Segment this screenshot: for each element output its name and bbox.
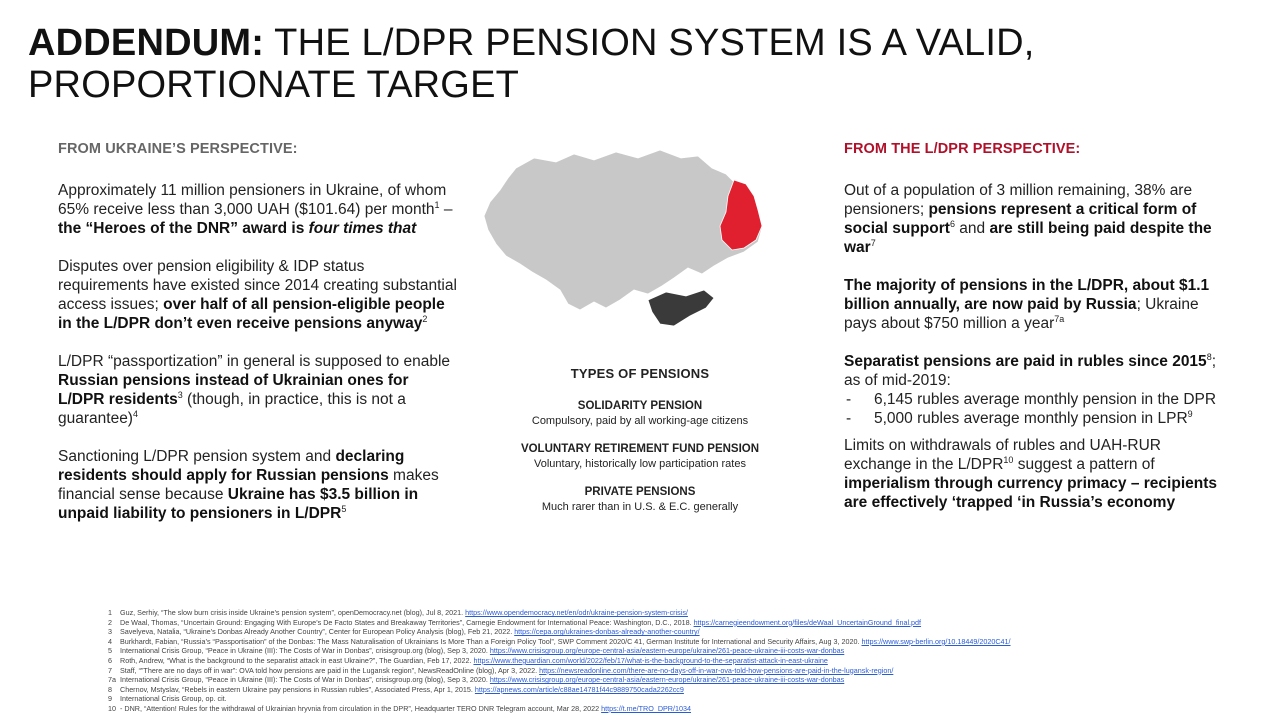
left-paragraph-3: [58, 352, 458, 428]
footnote-text: Chernov, Mstyslav, “Rebels in eastern Ukraine pay pensions in Russian rubles”, Associated Press, Apr 1, 2015.: [120, 684, 475, 694]
pension-types-title: TYPES OF PENSIONS: [570, 366, 710, 381]
footnotes: [108, 608, 1208, 714]
text: and: [954, 220, 990, 237]
title-rest: THE L/DPR PENSION SYSTEM IS A VALID, PROPORTIONATE TARGET: [28, 22, 1035, 106]
footnote-number: 7a: [108, 675, 116, 685]
emphasis: Russian pensions instead of Ukrainian ones for L/DPR residents: [58, 372, 409, 408]
text: (though, in practice, this is not a guarantee): [58, 391, 406, 427]
emphasis: are still being paid despite the war: [844, 220, 1212, 256]
pension-type: [480, 442, 800, 472]
text: –: [439, 201, 453, 218]
pension-types-panel: [480, 366, 800, 528]
text: ; Ukraine pays about $750 million a year: [844, 296, 1199, 332]
footnote-ref: 6: [949, 218, 955, 229]
text: suggest a pattern of: [1013, 456, 1155, 473]
footnote: [108, 608, 1208, 618]
emphasis: pensions represent a critical form of social support: [844, 201, 1197, 237]
emphasis: Separatist pensions are paid in rubles since 2015: [844, 353, 1207, 370]
crimea-territory: [648, 290, 714, 326]
title-bold: ADDENDUM:: [28, 22, 265, 64]
footnote-number: 8: [108, 684, 112, 694]
footnote: [108, 646, 1208, 656]
footnote-text: Burkhardt, Fabian, “Russia’s “Passportisation” of the Donbas: The Mass Naturalisation of Ukrainians Is More Than a Foreign Policy Tool”, SWP Comment 2020/C 41, German Institute for International and Security Affairs, Aug 3, 2020.: [120, 636, 862, 646]
text: makes financial sense because: [58, 467, 439, 503]
footnote: [108, 618, 1208, 628]
footnote-number: 7: [108, 665, 112, 675]
footnote-number: 1: [108, 608, 112, 617]
text: ; as of mid-2019:: [844, 353, 1217, 389]
footnote-text: International Crisis Group, “Peace in Ukraine (III): The Costs of War in Donbas”, crisisgroup.org (blog), Sep 3, 2020.: [120, 675, 490, 685]
footnote: [108, 666, 1208, 676]
footnote-link[interactable]: https://t.me/TRO_DPR/1034: [601, 703, 691, 713]
footnote-link[interactable]: https://newsreadonline.com/there-are-no-days-off-in-war-ova-told-how-pensions-are-paid-in-the-lugansk-region/: [539, 665, 894, 675]
footnote-number: 2: [108, 617, 112, 627]
footnote-link[interactable]: https://www.opendemocracy.net/en/odr/ukraine-pension-system-crisis/: [465, 608, 688, 617]
footnote: [108, 704, 1208, 714]
footnote-text: Staff, “”There are no days off in war”: OVA told how pensions are paid in the Lugansk region”, NewsReadOnline (blog), Apr 3, 2022.: [120, 665, 540, 675]
pension-type-name: SOLIDARITY PENSION: [577, 400, 703, 412]
pension-type: [480, 485, 800, 515]
footnote-ref: 7: [870, 237, 876, 248]
text: Sanctioning L/DPR pension system and: [58, 448, 336, 465]
ukraine-perspective-heading: FROM UKRAINE’S PERSPECTIVE:: [58, 141, 298, 157]
emphasis: over half of all pension-eligible people in the L/DPR don’t even receive pensions anyway: [58, 296, 445, 332]
emphasis: declaring residents should apply for Russian pensions: [58, 448, 405, 484]
footnote-number: 10: [108, 703, 116, 713]
emphasis: the “Heroes of the DNR” award is: [58, 220, 309, 237]
ukraine-map: [476, 140, 776, 340]
footnote: [108, 685, 1208, 695]
footnote-text: Roth, Andrew, “What is the background to the separatist attack in east Ukraine?”, The Guardian, Feb 17, 2022.: [120, 655, 474, 665]
footnote-link[interactable]: https://www.swp-berlin.org/10.18449/2020C41/: [861, 636, 1011, 646]
pension-type-desc: Voluntary, historically low participation rates: [534, 458, 746, 470]
pension-type-name: VOLUNTARY RETIREMENT FUND PENSION: [520, 443, 760, 455]
pension-type: [480, 399, 800, 429]
footnote-text: International Crisis Group, “Peace in Ukraine (III): The Costs of War in Donbas”, crisisgroup.org (blog), Sep 3, 2020.: [120, 646, 490, 656]
footnote-text: - DNR, “Attention! Rules for the withdrawal of Ukrainian hryvnia from circulation in the DPR”, Headquarter TERO DNR Telegram account, Mar 28, 2022: [120, 703, 602, 713]
footnote-ref: 8: [1206, 351, 1212, 362]
left-paragraph-2: [58, 257, 458, 333]
right-paragraph-1: [844, 181, 1228, 257]
footnote: [108, 675, 1208, 685]
left-paragraph-1: [58, 181, 458, 238]
footnote-number: 9: [108, 694, 112, 704]
footnote: [108, 656, 1208, 666]
text: Approximately 11 million pensioners in Ukraine, of whom 65% receive less than 3,000 UAH ($101.64) per month: [58, 182, 447, 218]
ukraine-perspective-column: [58, 140, 458, 542]
text: L/DPR “passportization” in general is supposed to enable: [58, 353, 451, 370]
text: Limits on withdrawals of rubles and UAH-RUR exchange in the L/DPR: [844, 437, 1162, 473]
text: Disputes over pension eligibility & IDP status requirements have existed since 2014 creating substantial access issues;: [58, 258, 457, 313]
footnote-text: De Waal, Thomas, “Uncertain Ground: Engaging With Europe’s De Facto States and Breakaway Territories”, Carnegie Endowment for International Peace: Washington, D.C., 2018.: [120, 617, 694, 627]
footnote-ref: 3: [177, 389, 183, 400]
footnote: [108, 637, 1208, 647]
footnote: [108, 694, 1208, 704]
right-paragraph-4: [844, 436, 1228, 512]
left-paragraph-4: [58, 447, 458, 523]
emphasis-italic: four times that: [308, 220, 417, 237]
footnote-number: 6: [108, 655, 112, 665]
ldpr-perspective-heading: FROM THE L/DPR PERSPECTIVE:: [844, 141, 1081, 157]
page-title: [28, 22, 1228, 106]
footnote-text: Guz, Serhiy, “The slow burn crisis inside Ukraine’s pension system”, openDemocracy.net (blog), Jul 8, 2021.: [120, 608, 466, 617]
footnote-ref: 7a: [1054, 313, 1065, 324]
emphasis: Ukraine has $3.5 billion in unpaid liability to pensioners in L/DPR: [58, 486, 419, 522]
list-item: [844, 390, 1228, 409]
footnote-link[interactable]: https://carnegieendowment.org/files/deWaal_UncertainGround_final.pdf: [693, 617, 922, 627]
footnote-ref: 10: [1003, 454, 1014, 465]
footnote-link[interactable]: https://cepa.org/ukraines-donbas-already-another-country/: [514, 627, 700, 637]
pension-type-desc: Much rarer than in U.S. & E.C. generally: [541, 501, 739, 513]
footnote-number: 5: [108, 646, 112, 656]
emphasis: imperialism through currency primacy – recipients are effectively ‘trapped ‘in Russia’s economy: [844, 475, 1217, 511]
footnote-link[interactable]: https://apnews.com/article/c88ae14781f44c9889750cada2262cc9: [474, 684, 684, 694]
right-paragraph-3: [844, 352, 1228, 390]
footnote-ref: 5: [341, 503, 347, 514]
ldpr-perspective-column: [844, 140, 1228, 531]
footnote-ref: 2: [422, 313, 428, 324]
footnote-ref: 1: [434, 199, 440, 210]
footnote: [108, 627, 1208, 637]
pension-type-desc: Compulsory, paid by all working-age citizens: [531, 415, 749, 427]
emphasis: The majority of pensions in the L/DPR, about $1.1 billion annually, are now paid by Russia: [844, 277, 1210, 313]
text: Out of a population of 3 million remaining, 38% are pensioners;: [844, 182, 1193, 218]
footnote-ref: 9: [1187, 408, 1193, 419]
footnote-link[interactable]: https://www.crisisgroup.org/europe-central-asia/eastern-europe/ukraine/261-peace-ukraine-iii-costs-war-donbas: [489, 646, 845, 656]
footnote-link[interactable]: https://www.crisisgroup.org/europe-central-asia/eastern-europe/ukraine/261-peace-ukraine-iii-costs-war-donbas: [489, 675, 845, 685]
footnote-text: International Crisis Group, op. cit.: [120, 694, 227, 704]
pension-type-name: PRIVATE PENSIONS: [584, 486, 696, 498]
list-item-text: 5,000 rubles average monthly pension in LPR: [874, 410, 1188, 427]
footnote-number: 3: [108, 627, 112, 637]
pension-stats-list: [844, 390, 1228, 428]
list-item: [844, 409, 1228, 428]
footnote-text: Savelyeva, Natalia, “Ukraine’s Donbas Already Another Country”, Center for European Policy Analysis (blog), Feb 21, 2022.: [120, 627, 515, 637]
list-item-text: 6,145 rubles average monthly pension in the DPR: [874, 391, 1217, 408]
right-paragraph-2: [844, 276, 1228, 333]
footnote-link[interactable]: https://www.theguardian.com/world/2022/feb/17/what-is-the-background-to-the-separatist-attack-in-east-ukraine: [473, 655, 828, 665]
footnote-number: 4: [108, 636, 112, 646]
footnote-ref: 4: [132, 408, 138, 419]
